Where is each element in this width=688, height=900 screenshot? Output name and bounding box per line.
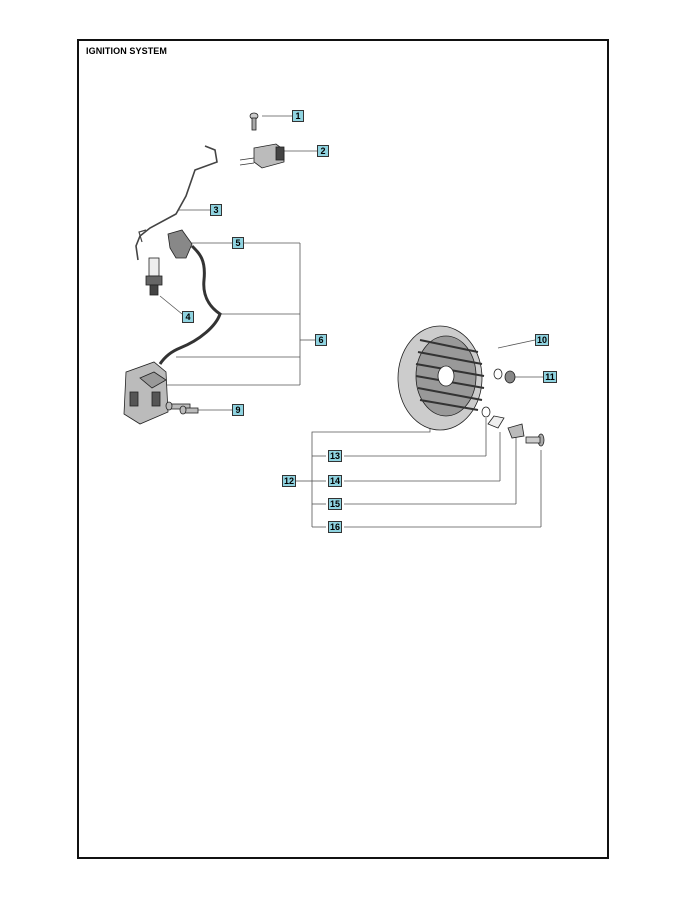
- callout-10[interactable]: 10: [536, 335, 547, 345]
- screw-part: [250, 113, 258, 130]
- callout-11[interactable]: 11: [543, 371, 557, 383]
- callout-1[interactable]: 1: [292, 110, 304, 122]
- callout-4[interactable]: 4: [182, 311, 194, 323]
- callout-14[interactable]: 14: [329, 476, 340, 486]
- callout-13[interactable]: 13: [329, 451, 340, 461]
- callout-3[interactable]: 3: [210, 204, 222, 216]
- starter-hardware-part: [482, 407, 544, 446]
- callout-9[interactable]: 9: [232, 404, 244, 416]
- callout-15[interactable]: 15: [329, 499, 340, 509]
- stop-switch-part: [240, 144, 284, 168]
- washer-part: [494, 369, 515, 383]
- callout-6[interactable]: 6: [315, 334, 327, 346]
- callout-5[interactable]: 5: [232, 237, 244, 249]
- spark-plug-boot-part: [160, 230, 220, 364]
- callout-12[interactable]: 12: [283, 476, 294, 486]
- flywheel-part: [398, 326, 484, 430]
- ignition-module-part: [124, 362, 168, 424]
- spark-plug-part: [146, 258, 162, 295]
- callout-2[interactable]: 2: [317, 145, 329, 157]
- page-title: IGNITION SYSTEM: [86, 46, 168, 56]
- callout-16[interactable]: 16: [329, 522, 340, 532]
- module-screws-part: [166, 402, 198, 414]
